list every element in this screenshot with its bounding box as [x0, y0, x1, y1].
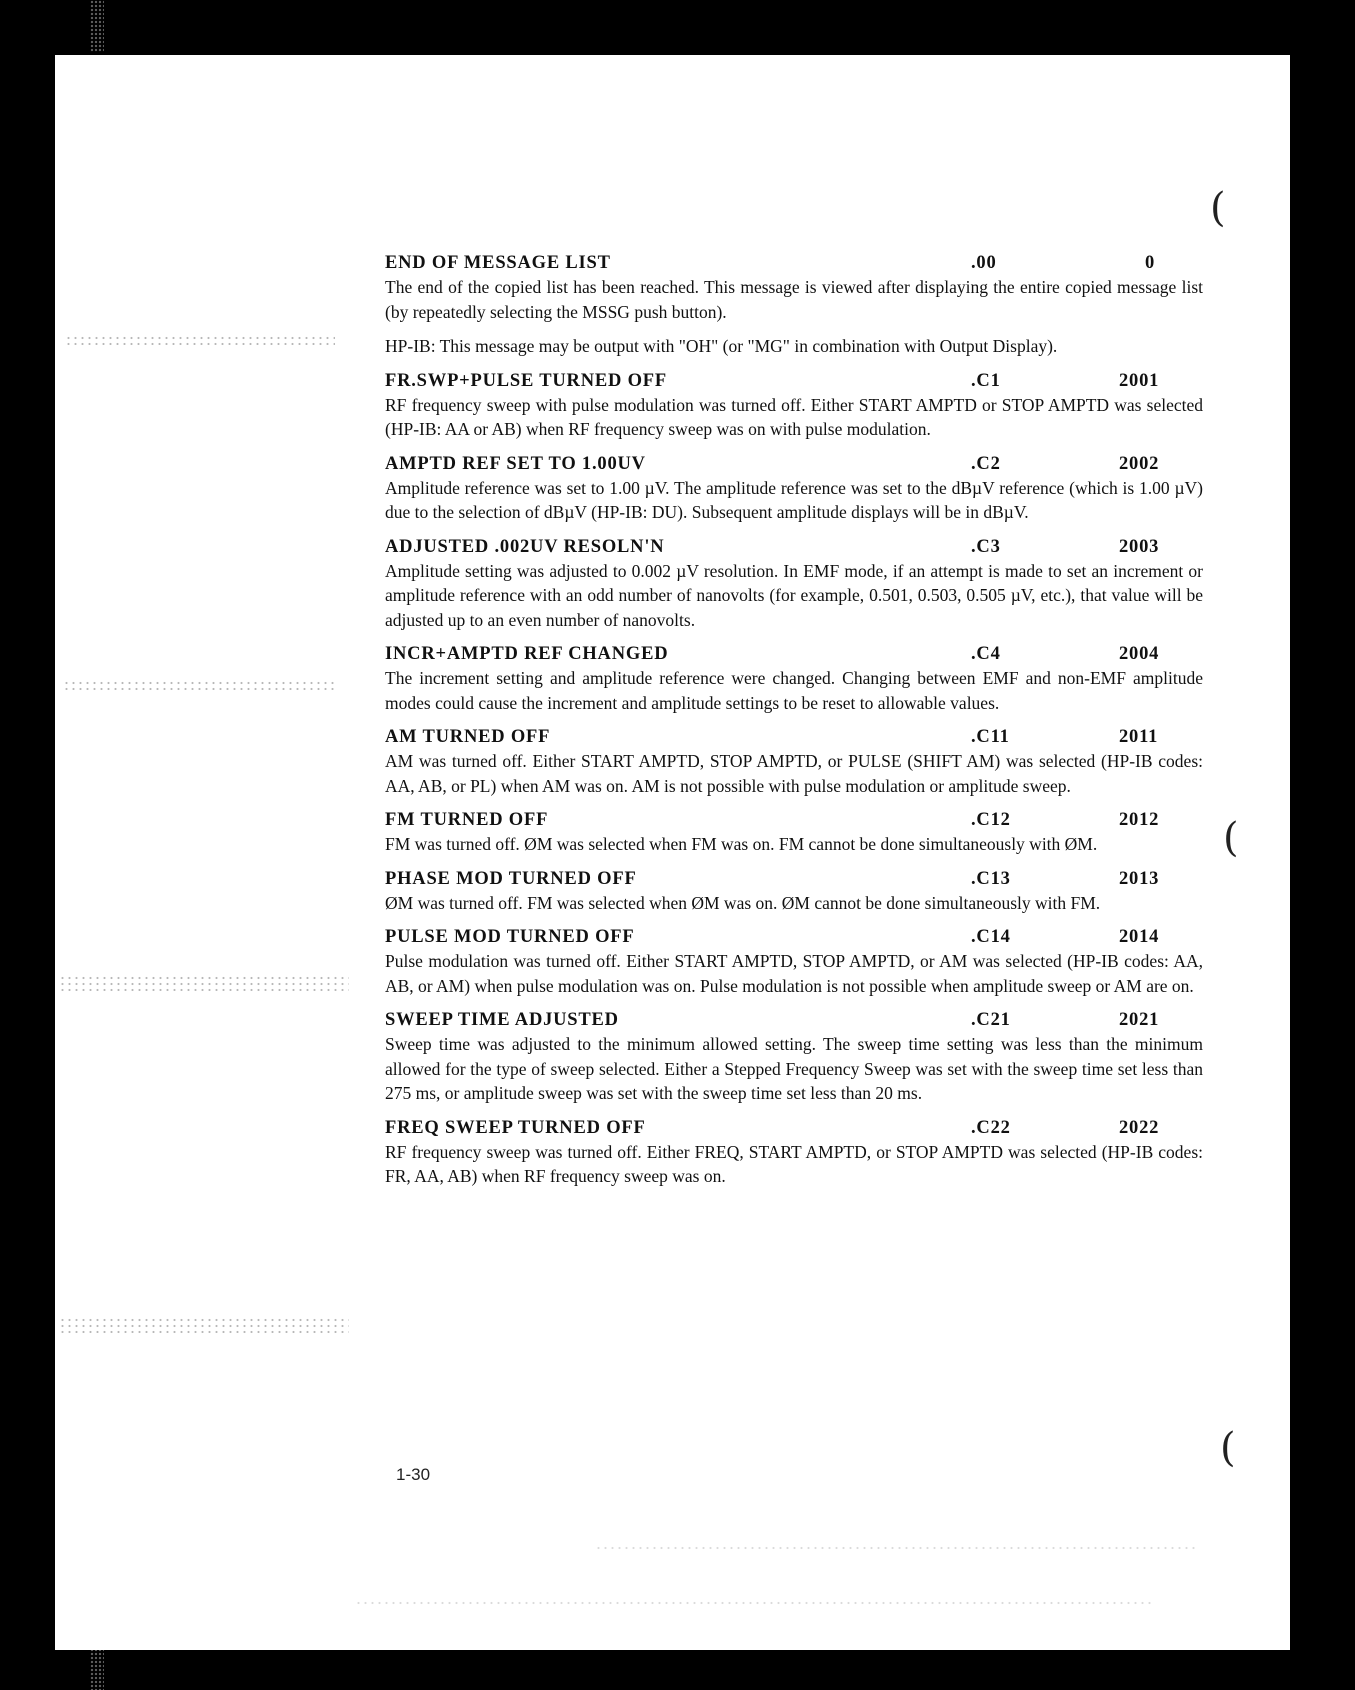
- message-description: Amplitude reference was set to 1.00 µV. The amplitude reference was set to the dBµV reference (which is 1.00 µV) due to the selection of dBµV (HP-IB: DU). Subsequent amplitude displays will be in dBµV.: [385, 477, 1203, 522]
- message-description: ØM was turned off. FM was selected when ØM was on. ØM cannot be done simultaneously with FM.: [385, 892, 1101, 913]
- scan-noise: [59, 1317, 349, 1333]
- scan-noise: [63, 680, 338, 690]
- message-code: .C1: [971, 370, 1001, 391]
- message-code: .C22: [971, 1117, 1011, 1138]
- message-code: .C14: [971, 927, 1011, 947]
- message-description: Amplitude setting was adjusted to 0.002 µV resolution. In EMF mode, if an attempt is made to set an increment or amplitude reference with an odd number of nanovolts (for example, 0.501, 0.503, 0.505 µV, etc.), that value will be adjusted up to an even number of nanovolts.: [385, 560, 1203, 630]
- message-description: The end of the copied list has been reached. This message is viewed after displaying the entire copied message list (by repeatedly selecting the MSSG push button).: [385, 277, 1203, 322]
- message-code: .C21: [971, 1010, 1011, 1030]
- message-header: [385, 867, 1203, 891]
- hpib-note: HP-IB: This message may be output with "OH" (or "MG" in combination with Output Display).: [385, 336, 1058, 356]
- message-title: FR.SWP+PULSE TURNED OFF: [385, 370, 667, 391]
- page-number: 1-30: [396, 1465, 431, 1484]
- message-number: 2021: [1119, 1010, 1160, 1030]
- message-entry: [385, 535, 1203, 633]
- message-header: [385, 369, 1203, 393]
- binder-edge-bottom: [90, 1648, 104, 1690]
- message-entry: [385, 808, 1203, 857]
- document-page: [55, 55, 1290, 1650]
- message-header: [385, 925, 1203, 949]
- message-number: 0: [1145, 253, 1156, 273]
- message-number: 2022: [1119, 1117, 1160, 1138]
- message-title: AM TURNED OFF: [385, 727, 551, 747]
- scan-noise: [595, 1545, 1195, 1551]
- message-header: [385, 1008, 1203, 1032]
- message-entry: [385, 452, 1203, 525]
- punch-hole-mark-middle: (: [1223, 815, 1239, 861]
- message-header: [385, 808, 1203, 832]
- message-title: FM TURNED OFF: [385, 810, 549, 830]
- message-description: Sweep time was adjusted to the minimum allowed setting. The sweep time setting was less than the minimum allowed for the type of sweep selected. Either a Stepped Frequency Sweep was set with the sweep time set less than 275 ms, or amplitude sweep was set with the sweep time set less than 20 ms.: [385, 1034, 1203, 1103]
- message-title: PHASE MOD TURNED OFF: [385, 868, 637, 889]
- scan-noise: [355, 1600, 1155, 1606]
- message-entry: [385, 1116, 1203, 1189]
- scan-noise: [65, 335, 335, 345]
- message-header: [385, 452, 1203, 476]
- message-list: [385, 251, 1203, 1189]
- punch-hole-mark-top: (: [1210, 185, 1226, 231]
- message-entry: [385, 867, 1203, 916]
- message-title: SWEEP TIME ADJUSTED: [385, 1010, 619, 1030]
- message-entry: [385, 725, 1203, 798]
- message-header: [385, 642, 1203, 666]
- message-code: .C3: [971, 536, 1001, 557]
- message-title: END OF MESSAGE LIST: [385, 253, 611, 273]
- message-number: 2014: [1119, 927, 1160, 947]
- message-header: [385, 1116, 1203, 1140]
- message-description: The increment setting and amplitude reference were changed. Changing between EMF and non-EMF amplitude modes could cause the increment and amplitude settings to be reset to allowable values.: [385, 668, 1203, 713]
- message-number: 2003: [1119, 536, 1160, 557]
- message-code: .C4: [971, 644, 1001, 664]
- message-number: 2004: [1119, 644, 1160, 664]
- message-description: RF frequency sweep was turned off. Either FREQ, START AMPTD, or STOP AMPTD was selected (HP-IB codes: FR, AA, AB) when RF frequency sweep was on.: [385, 1141, 1203, 1186]
- message-code: .C11: [971, 727, 1010, 747]
- message-description: FM was turned off. ØM was selected when FM was on. FM cannot be done simultaneously with ØM.: [385, 834, 1098, 854]
- message-description: Pulse modulation was turned off. Either START AMPTD, STOP AMPTD, or AM was selected (HP-IB codes: AA, AB, or AM) when pulse modulation was on. Pulse modulation is not possible when amplitude sweep or AM are on.: [385, 951, 1203, 996]
- message-description: AM was turned off. Either START AMPTD, STOP AMPTD, or PULSE (SHIFT AM) was selected (HP-IB codes: AA, AB, or PL) when AM was on. AM is not possible with pulse modulation or amplitude sweep.: [385, 751, 1203, 796]
- scan-noise: [59, 975, 349, 991]
- message-number: 2001: [1119, 370, 1160, 391]
- message-entry: [385, 1008, 1203, 1106]
- message-number: 2013: [1119, 868, 1160, 889]
- binder-edge-top: [90, 0, 104, 52]
- message-description: RF frequency sweep with pulse modulation was turned off. Either START AMPTD or STOP AMPTD was selected (HP-IB: AA or AB) when RF frequency sweep was on with pulse modulation.: [385, 394, 1203, 439]
- message-code: .C2: [971, 453, 1001, 474]
- message-title: ADJUSTED .002UV RESOLN'N: [385, 536, 665, 557]
- message-header: [385, 251, 1203, 275]
- punch-hole-mark-bottom: (: [1220, 1425, 1236, 1471]
- message-header: [385, 535, 1203, 559]
- message-entry: [385, 925, 1203, 998]
- message-entry: [385, 251, 1203, 359]
- message-header: [385, 725, 1203, 749]
- message-number: 2002: [1119, 453, 1160, 474]
- message-title: AMPTD REF SET TO 1.00UV: [385, 453, 646, 474]
- message-code: .C12: [971, 810, 1011, 830]
- message-code: .00: [971, 253, 997, 273]
- message-title: PULSE MOD TURNED OFF: [385, 927, 635, 947]
- message-code: .C13: [971, 868, 1011, 889]
- message-title: FREQ SWEEP TURNED OFF: [385, 1117, 646, 1138]
- message-number: 2011: [1119, 727, 1159, 747]
- message-title: INCR+AMPTD REF CHANGED: [385, 644, 669, 664]
- message-entry: [385, 369, 1203, 442]
- message-entry: [385, 642, 1203, 715]
- message-number: 2012: [1119, 810, 1160, 830]
